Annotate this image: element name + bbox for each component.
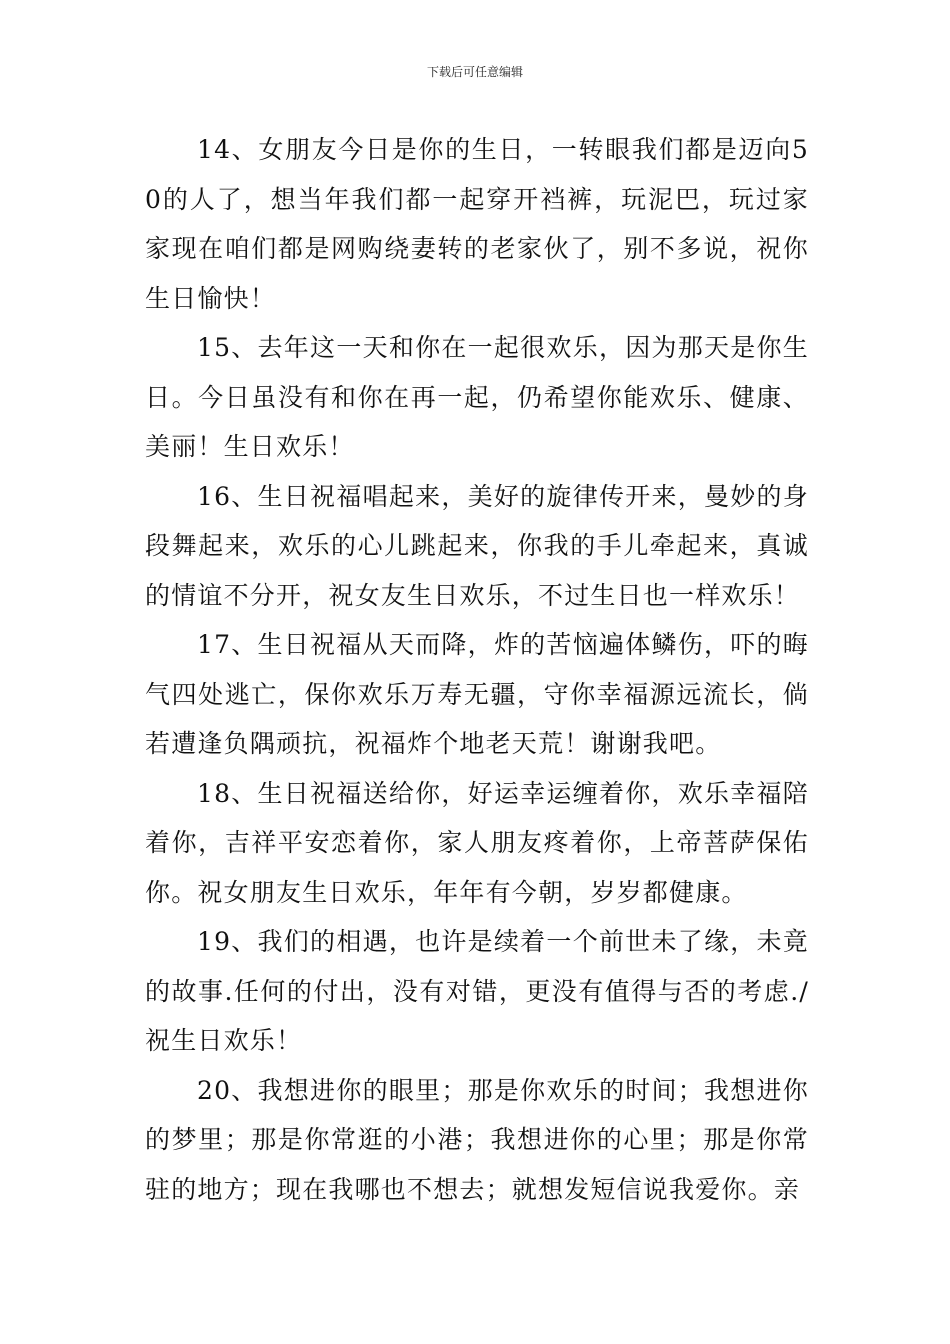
paragraph-17: 17、生日祝福从天而降，炸的苦恼遍体鳞伤，吓的晦气四处逃亡，保你欢乐万寿无疆，守你幸福源远流长，倘若遭逢负隅顽抗，祝福炸个地老天荒！谢谢我吧。 <box>145 630 809 758</box>
paragraph-18: 18、生日祝福送给你，好运幸运缠着你，欢乐幸福陪着你，吉祥平安恋着你，家人朋友疼着你，上帝菩萨保佑你。祝女朋友生日欢乐，年年有今朝，岁岁都健康。 <box>145 778 809 907</box>
page-header: 下载后可任意编辑 <box>426 65 523 79</box>
paragraph-16: 16、生日祝福唱起来，美好的旋律传开来，曼妙的身段舞起来，欢乐的心儿跳起来，你我的手儿牵起来，真诚的情谊不分开，祝女友生日欢乐，不过生日也一样欢乐！ <box>145 481 809 610</box>
document-body <box>145 125 809 1214</box>
paragraph-15: 15、去年这一天和你在一起很欢乐，因为那天是你生日。今日虽没有和你在再一起，仍希望你能欢乐、健康、美丽！生日欢乐！ <box>145 333 809 461</box>
paragraph-20: 20、我想进你的眼里；那是你欢乐的时间；我想进你的梦里；那是你常逛的小港；我想进你的心里；那是你常驻的地方；现在我哪也不想去；就想发短信说我爱你。亲 <box>145 1075 809 1204</box>
paragraph-14: 14、女朋友今日是你的生日，一转眼我们都是迈向50的人了，想当年我们都一起穿开裆裤，玩泥巴，玩过家家现在咱们都是网购绕妻转的老家伙了，别不多说，祝你生日愉快！ <box>145 135 809 313</box>
paragraph-19: 19、我们的相遇，也许是续着一个前世未了缘，未竟的故事.任何的付出，没有对错，更没有值得与否的考虑./祝生日欢乐！ <box>145 927 809 1055</box>
